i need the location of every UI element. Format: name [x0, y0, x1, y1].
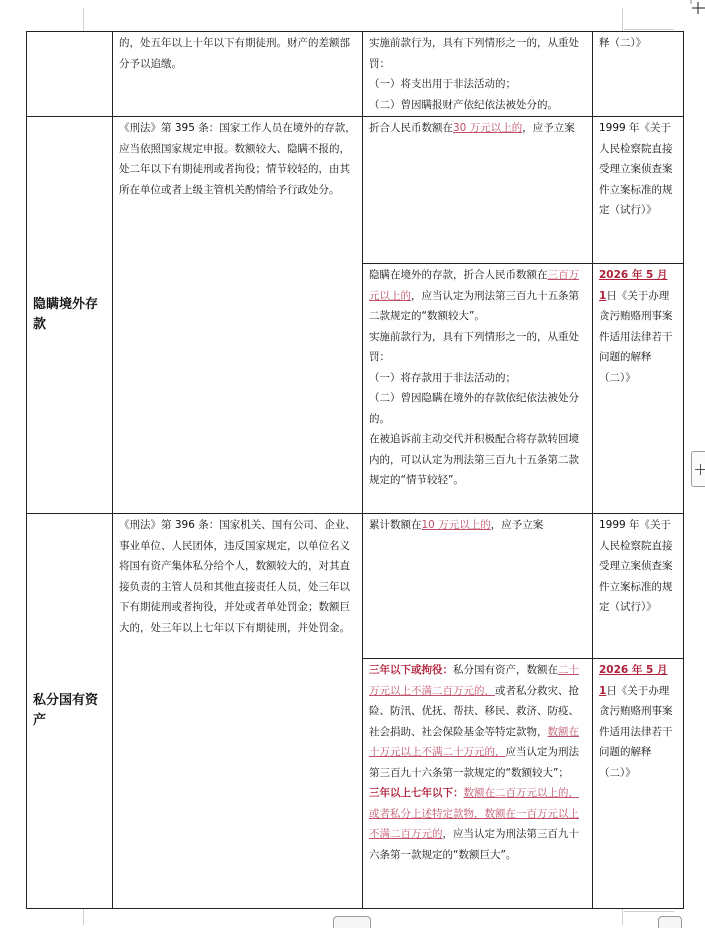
standard-text: ，应予立案 — [522, 122, 575, 134]
standard-line: 实施前款行为，具有下列情形之一的，从重处罚： — [369, 330, 579, 363]
category-cell — [27, 514, 113, 909]
page-bottom-tab[interactable] — [333, 916, 371, 928]
standard-cell — [363, 514, 593, 659]
law-text: 《刑法》第 396 条：国家机关、国有公司、企业、事业单位、人民团体，违反国家规定，以单位名义将国有资产集体私分给个人，数额较大的，对其直接负责的主管人员和其他直接责任人员，处三年以下有期徒刑或者拘役，并处或者单处罚金；数额巨大的，处三年以上七年以下有期徒刑，并处罚金。 — [119, 519, 356, 634]
side-expand-handle[interactable] — [691, 451, 705, 487]
standard-cell — [363, 117, 593, 264]
source-text: 1999 年《关于人民检察院直接受理立案侦查案件立案标准的规定（试行）》 — [599, 519, 673, 613]
source-date: 2026 年 5 月 1 — [599, 269, 668, 302]
source-date: 2026 年 5 月 1 — [599, 664, 668, 697]
standard-line: （二）曾因隐瞒在境外的存款依纪依法被处分的。 — [369, 392, 579, 425]
table-row — [27, 117, 684, 264]
standard-line: （一）将支出用于非法活动的； — [369, 78, 516, 90]
law-text-cell — [113, 32, 363, 117]
source-cell — [593, 514, 684, 659]
threshold-highlight: 二十万元以上不满二百万元的， — [369, 664, 579, 697]
standard-text: 私分国有资产，数额在 — [453, 664, 558, 676]
margin-guide — [624, 911, 674, 912]
law-text-cell — [113, 117, 363, 514]
margin-guide — [622, 8, 623, 32]
standard-line — [369, 783, 587, 865]
category-label: 隐瞒境外存款 — [33, 297, 99, 332]
law-text: 的，处五年以上十年以下有期徒刑。财产的差额部分予以追缴。 — [119, 37, 350, 70]
standard-line: 在被追诉前主动交代并积极配合将存款转回境内的，可以认定为刑法第三百九十五条第二款规定的“情节较轻”。 — [369, 433, 579, 486]
source-text: 释（二）》 — [599, 37, 647, 49]
threshold-highlight: 30 万元以上的 — [453, 122, 523, 134]
tier-label: 三年以下或拘役： — [369, 664, 453, 676]
crime-standards-table — [26, 31, 684, 909]
standard-text: ，应当认定为刑法第三百九十六条第一款规定的“数额巨大”。 — [369, 828, 579, 861]
margin-guide — [624, 29, 674, 30]
standard-line: （二）曾因瞒报财产依纪依法被处分的。 — [369, 98, 558, 111]
standard-text: 隐瞒在境外的存款，折合人民币数额在 — [369, 269, 548, 281]
standard-cell — [363, 264, 593, 514]
page-bottom-tab[interactable] — [658, 916, 682, 928]
margin-guide — [83, 8, 84, 32]
threshold-highlight: 数额在十万元以上不满二十万元的， — [369, 725, 579, 758]
standard-text: ，应予立案 — [490, 519, 544, 531]
tier-label: 三年以上七年以下： — [369, 787, 464, 799]
category-cell — [27, 117, 113, 514]
category-label: 私分国有资产 — [33, 693, 99, 728]
source-text: 日《关于办理贪污贿赂刑事案件适用法律若干问题的解释（二）》 — [599, 684, 673, 779]
source-text: 日《关于办理贪污贿赂刑事案件适用法律若干问题的解释（二）》 — [599, 289, 673, 384]
margin-guide — [622, 908, 623, 925]
law-text: 《刑法》第 395 条：国家工作人员在境外的存款，应当依照国家规定申报。数额较大、隐瞒不报的，处二年以下有期徒刑或者拘役；情节较轻的，由其所在单位或者上级主管机关酌情给予行政处分。 — [119, 122, 356, 196]
threshold-highlight: 三百万元以上的 — [369, 269, 579, 302]
law-text-cell — [113, 514, 363, 909]
standard-text: 折合人民币数额在 — [369, 122, 453, 134]
standard-text: 或者私分救灾、抢险、防汛、优抚、帮扶、移民、救济、防疫、社会捐助、社会保险基金等特定款物， — [369, 684, 579, 738]
standard-cell — [363, 32, 593, 117]
threshold-highlight: 数额在二百万元以上的，或者私分上述特定款物，数额在一百万元以上不满二百万元的 — [369, 787, 579, 840]
source-cell — [593, 117, 684, 264]
margin-guide — [83, 908, 84, 925]
source-cell — [593, 264, 684, 514]
standard-line: （一）将存款用于非法活动的； — [369, 371, 516, 384]
standard-cell — [363, 659, 593, 909]
standard-text: ，应当认定为刑法第三百九十五条第二款规定的“数额较大”。 — [369, 289, 579, 322]
source-cell — [593, 659, 684, 909]
table-row — [27, 32, 684, 117]
source-text: 1999 年《关于人民检察院直接受理立案侦查案件立案标准的规定（试行）》 — [599, 122, 673, 216]
standard-text: 累计数额在 — [369, 519, 422, 531]
category-cell — [27, 32, 113, 117]
source-cell — [593, 32, 684, 117]
standard-text: 应当认定为刑法第三百九十六条第一款规定的“数额较大”； — [369, 746, 579, 779]
table-row — [27, 514, 684, 659]
standard-line: 实施前款行为，具有下列情形之一的，从重处罚： — [369, 37, 579, 70]
threshold-highlight: 10 万元以上的 — [421, 519, 491, 531]
page-corner-marker-icon — [690, 0, 705, 14]
